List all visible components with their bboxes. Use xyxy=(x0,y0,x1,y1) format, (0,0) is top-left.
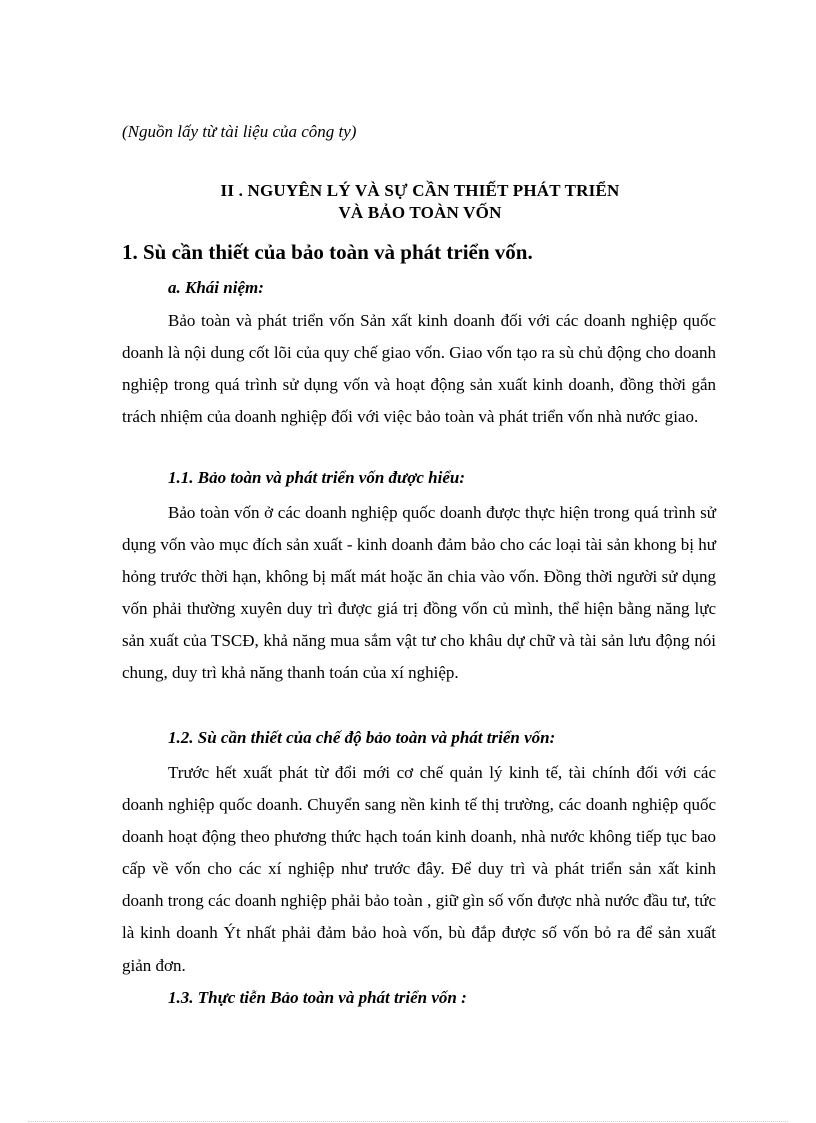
page-bottom-divider xyxy=(28,1121,788,1122)
section-title-line-2: VÀ BẢO TOÀN VỐN xyxy=(338,203,502,222)
source-note: (Nguồn lấy từ tài liệu của công ty) xyxy=(122,122,357,141)
heading-a: a. Khái niệm: xyxy=(168,278,264,297)
paragraph-2: Bảo toàn vốn ở các doanh nghiệp quốc doanh được thực hiện trong quá trình sử dụng vốn vào mục đích sản xuất - kinh doanh đảm bảo cho các loại tài sản khong bị hư hỏng trước thời hạn, không bị mất mát hoặc ăn chia vào vốn. Đồng thời người sử dụng vốn phải thường xuyên duy trì được giá trị đồng vốn củ mình, thể hiện bằng năng lực sản xuất của TSCĐ, khả năng mua sắm vật tư cho khâu dự chữ và tài sản lưu động nói chung, duy trì khả năng thanh toán của xí nghiệp. xyxy=(122,503,716,683)
heading-1-1: 1.1. Bảo toàn và phát triển vốn được hiểu: xyxy=(168,468,465,487)
paragraph-1: Bảo toàn và phát triển vốn Sản xất kinh doanh đối với các doanh nghiệp quốc doanh là nội dung cốt lõi của quy chế giao vốn. Giao vốn tạo ra sù chủ động cho doanh nghiệp trong quá trình sử dụng vốn và hoạt động sản xuất kinh doanh, đồng thời gắn trách nhiệm của doanh nghiệp đối với việc bảo toàn và phát triển vốn nhà nước giao. xyxy=(122,311,716,427)
heading-1: 1. Sù cần thiết của bảo toàn và phát triển vốn. xyxy=(122,240,533,264)
heading-1-3: 1.3. Thực tiễn Bảo toàn và phát triển vốn : xyxy=(168,988,467,1007)
paragraph-3: Trước hết xuất phát từ đổi mới cơ chế quản lý kinh tế, tài chính đối với các doanh nghiệp quốc doanh. Chuyển sang nền kinh tế thị trường, các doanh nghiệp quốc doanh hoạt động theo phương thức hạch toán kinh doanh, nhà nước không tiếp tục bao cấp về vốn cho các xí nghiệp như trước đây. Để duy trì và phát triển sản xất kinh doanh trong các doanh nghiệp phải bảo toàn , giữ gìn số vốn được nhà nước đầu tư, tức là kinh doanh Ýt nhất phải đảm bảo hoà vốn, bù đắp được số vốn bỏ ra để sản xuất giản đơn. xyxy=(122,763,716,975)
heading-1-2: 1.2. Sù cần thiết của chế độ bảo toàn và phát triển vốn: xyxy=(168,728,556,747)
section-title-line-1: II . NGUYÊN LÝ VÀ SỰ CẦN THIẾT PHÁT TRIỂN xyxy=(220,181,620,200)
